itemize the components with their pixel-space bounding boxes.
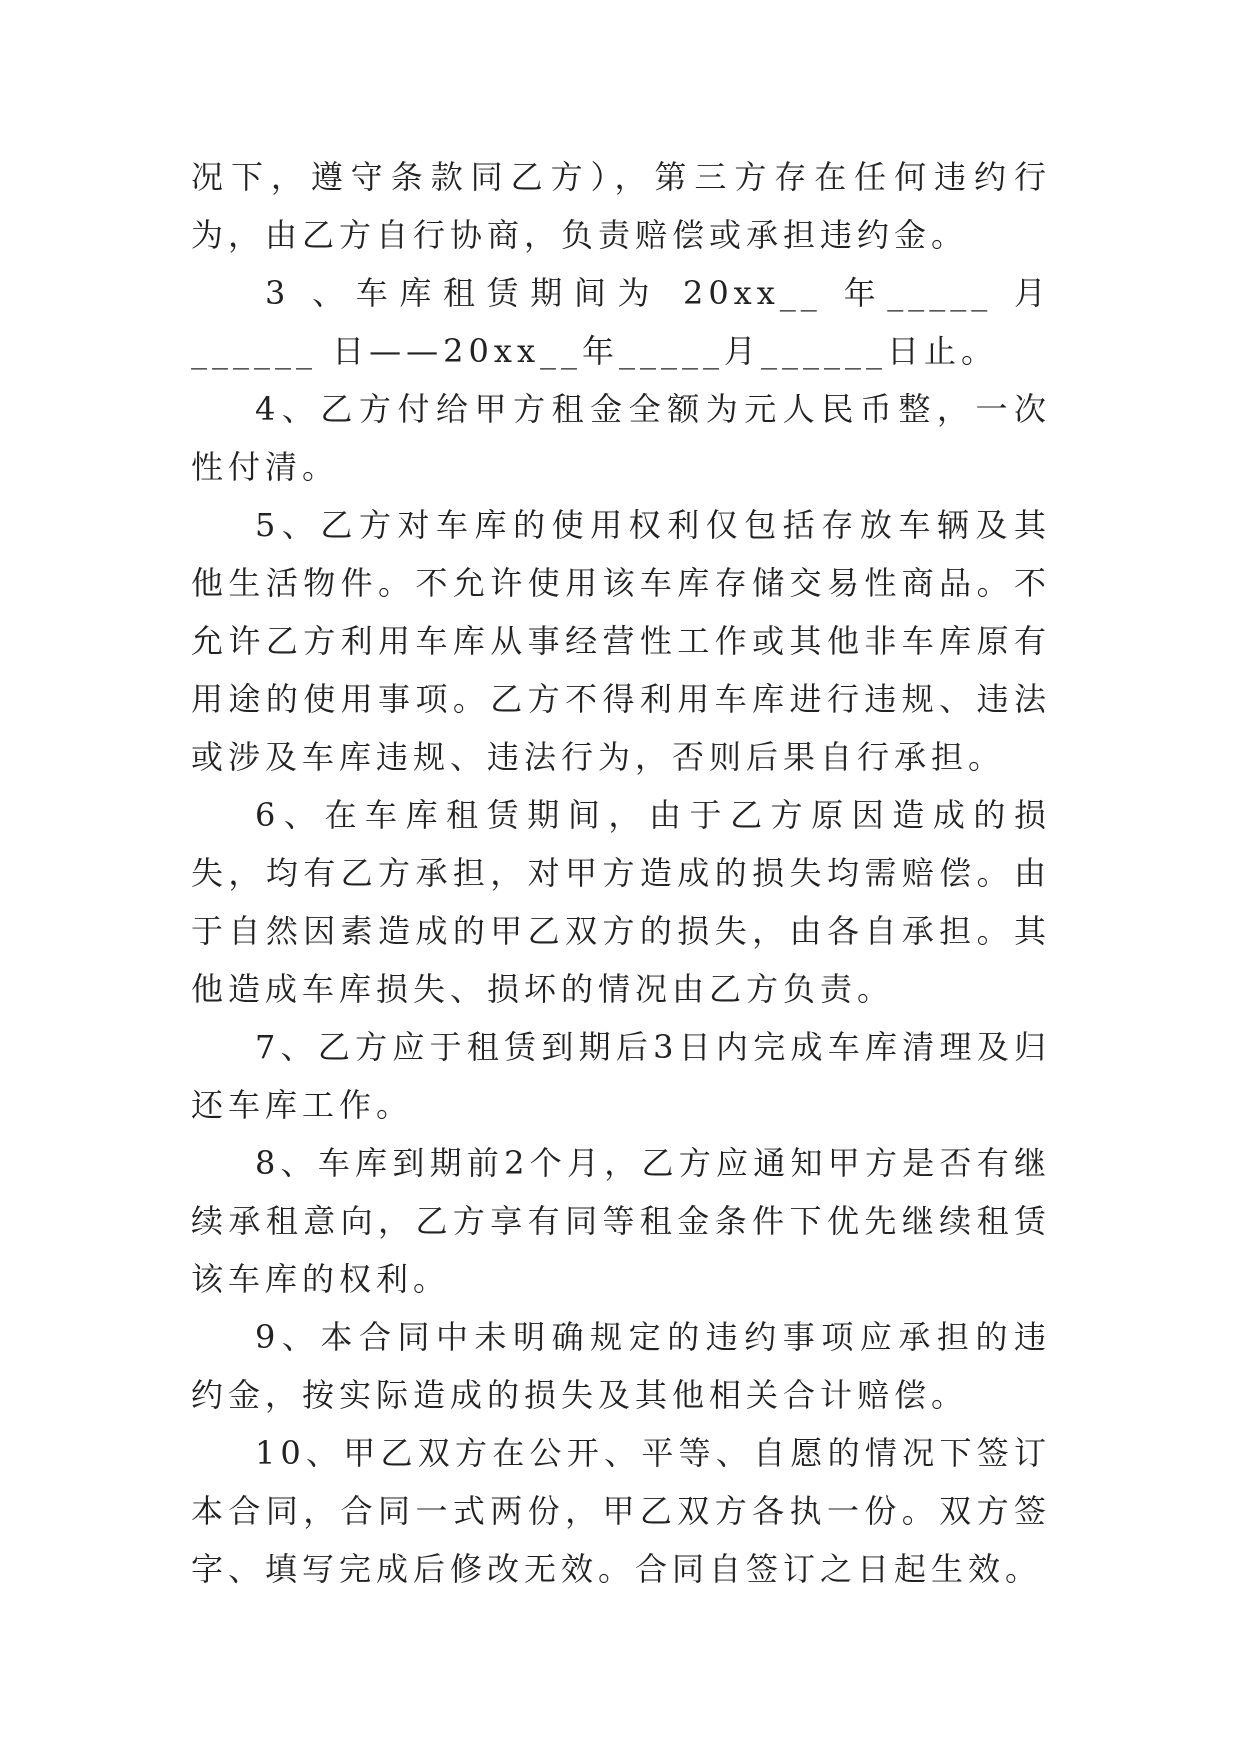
paragraph-clause-5: 5、乙方对车库的使用权利仅包括存放车辆及其他生活物件。不允许使用该车库存储交易性商品。不允许乙方利用车库从事经营性工作或其他非车库原有用途的使用事项。乙方不得利用车库进行违规、违法或涉及车库违规、违法行为，否则后果自行承担。 [191,506,1051,776]
document-page [191,148,1051,1598]
paragraph-clause-4: 4、乙方付给甲方租金全额为元人民币整，一次性付清。 [191,390,1051,486]
paragraph-clause-7: 7、乙方应于租赁到期后3日内完成车库清理及归还车库工作。 [191,1028,1051,1124]
paragraph-clause-8: 8、车库到期前2个月，乙方应通知甲方是否有继续承租意向，乙方享有同等租金条件下优先继续租赁该车库的权利。 [191,1144,1051,1298]
paragraph-clause-10: 10、甲乙双方在公开、平等、自愿的情况下签订本合同，合同一式两份，甲乙双方各执一份。双方签字、填写完成后修改无效。合同自签订之日起生效。 [191,1434,1051,1588]
paragraph-continuation: 况下，遵守条款同乙方），第三方存在任何违约行为，由乙方自行协商，负责赔偿或承担违约金。 [191,158,1051,254]
paragraph-clause-6: 6、在车库租赁期间，由于乙方原因造成的损失，均有乙方承担，对甲方造成的损失均需赔偿。由于自然因素造成的甲乙双方的损失，由各自承担。其他造成车库损失、损坏的情况由乙方负责。 [191,796,1051,1008]
paragraph-clause-9: 9、本合同中未明确规定的违约事项应承担的违约金，按实际造成的损失及其他相关合计赔偿。 [191,1318,1051,1414]
paragraph-clause-3: 3 、车库租赁期间为 20xx__ 年_____ 月______ 日——20xx__年_____月______日止。 [191,274,1051,370]
